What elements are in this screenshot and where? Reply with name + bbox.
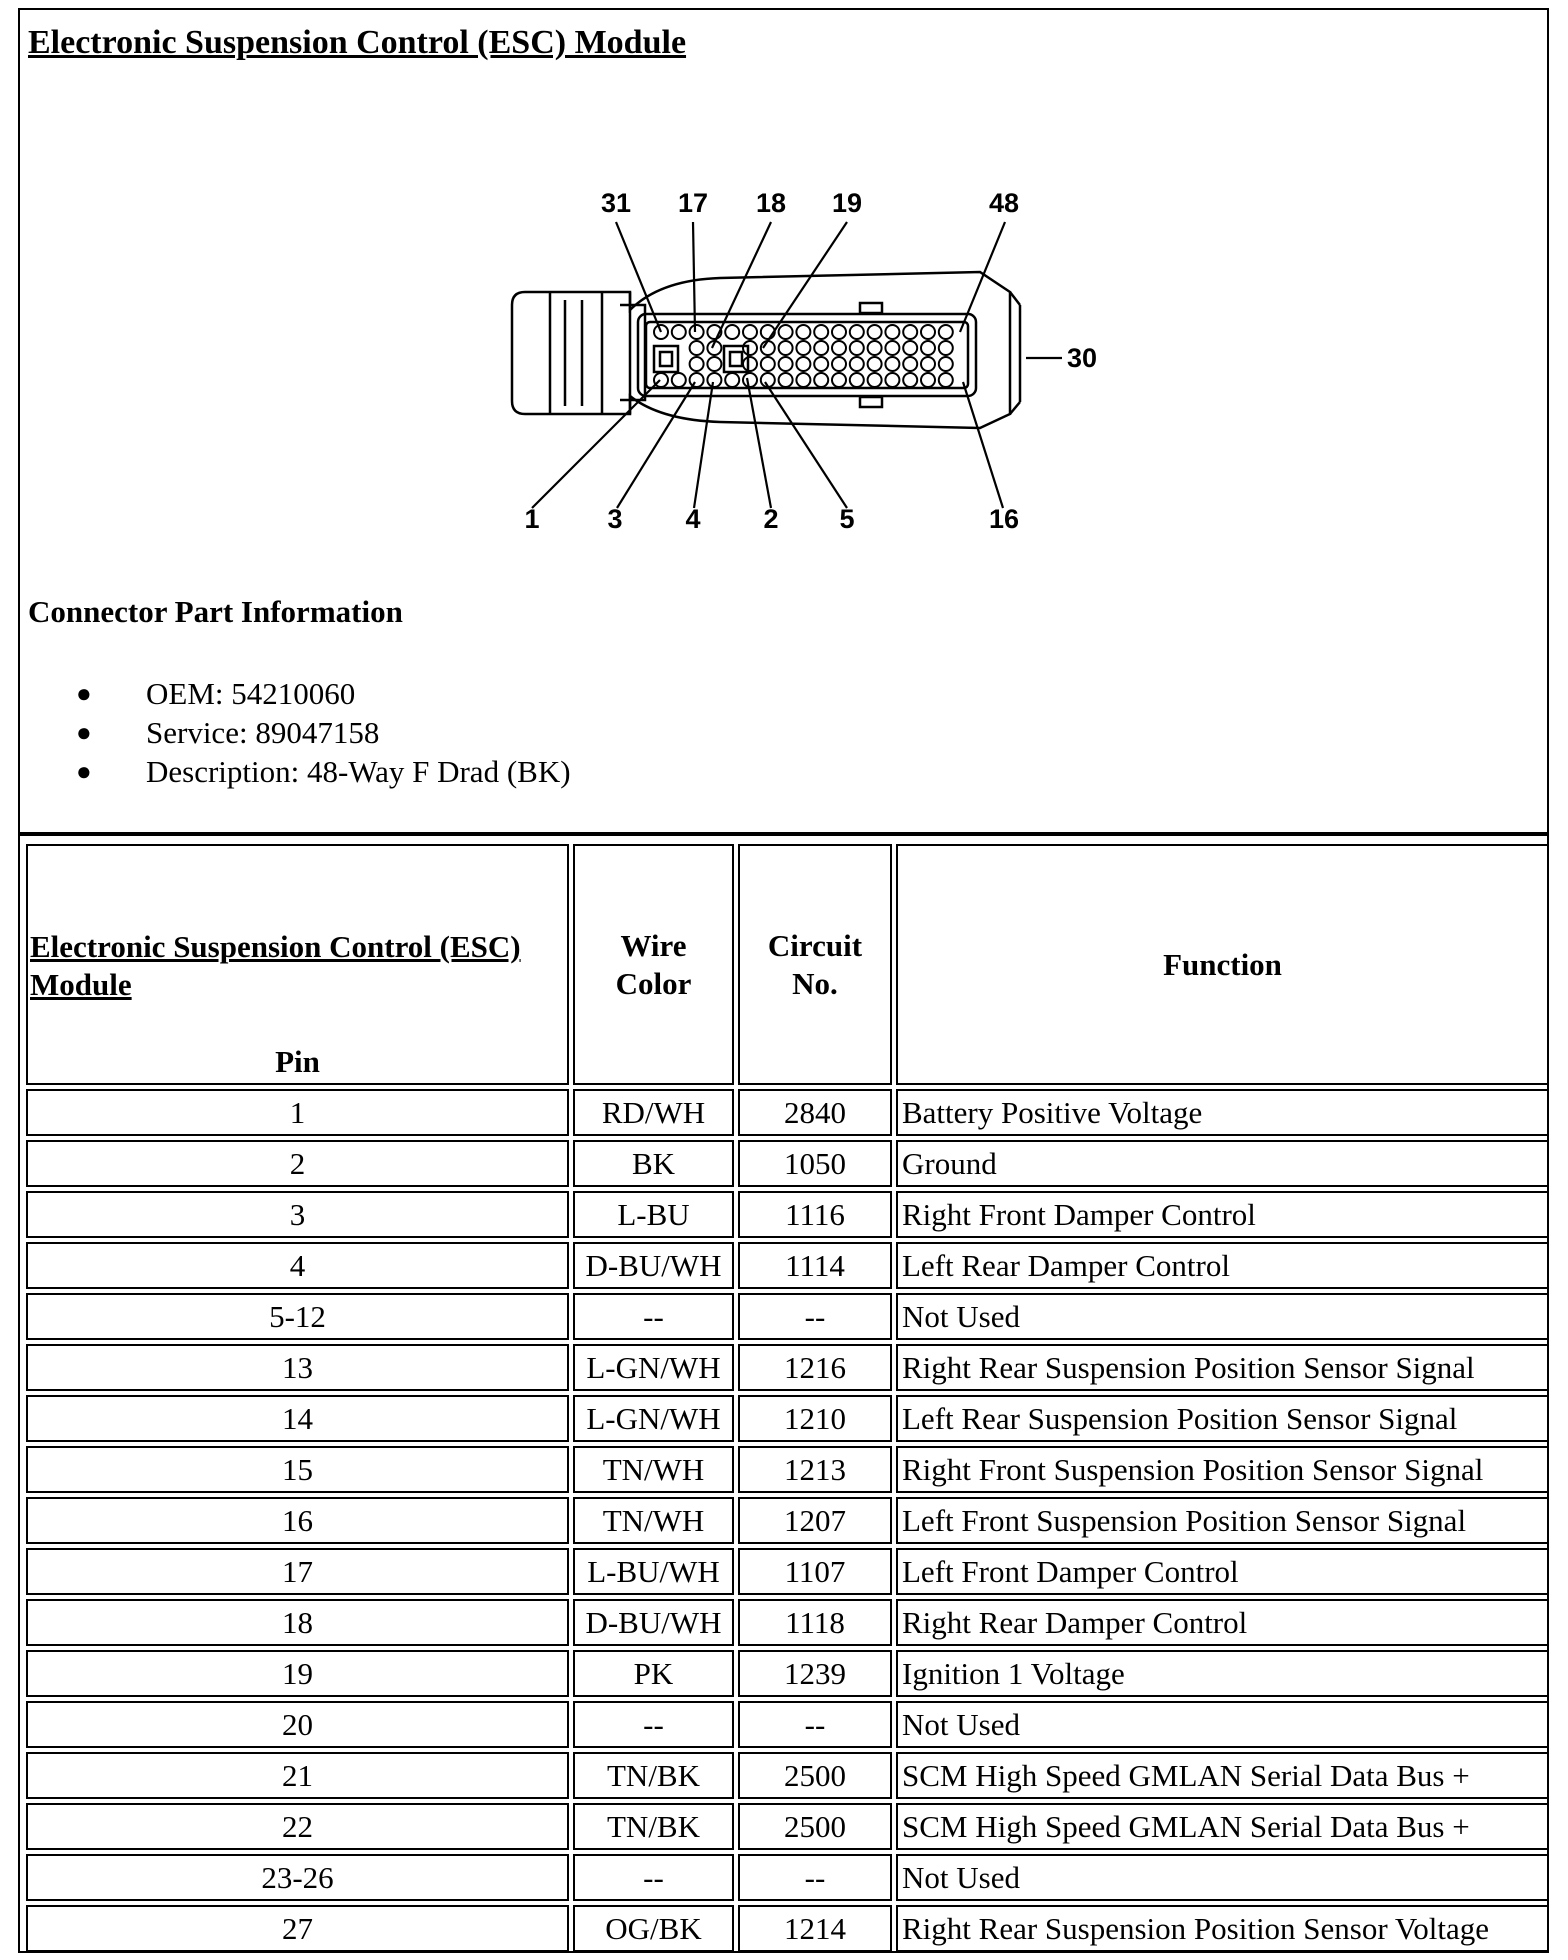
- table-row: [26, 1446, 1549, 1493]
- table-row: [26, 1650, 1549, 1697]
- pin-cell: 14: [26, 1395, 569, 1442]
- pin-cavity: [743, 373, 757, 387]
- function-cell: Right Front Suspension Position Sensor Signal: [896, 1446, 1549, 1493]
- pin-cell: 19: [26, 1650, 569, 1697]
- connector-section: [18, 8, 1549, 834]
- pin-cavity: [850, 373, 864, 387]
- page-title: Electronic Suspension Control (ESC) Module: [28, 24, 687, 61]
- wire-color-cell: --: [573, 1701, 734, 1748]
- table-row: [26, 1242, 1549, 1289]
- pin-cavity: [672, 373, 686, 387]
- function-cell: SCM High Speed GMLAN Serial Data Bus +: [896, 1803, 1549, 1850]
- bullet-icon: ●: [76, 757, 92, 786]
- pin-cavity: [832, 357, 846, 371]
- function-cell: Right Rear Suspension Position Sensor Signal: [896, 1344, 1549, 1391]
- pin-cell: 23-26: [26, 1854, 569, 1901]
- pin-cavity: [796, 325, 810, 339]
- pin-cavity: [779, 341, 793, 355]
- pin-cavity: [761, 357, 775, 371]
- pin-cavity: [939, 325, 953, 339]
- pin-cell: 18: [26, 1599, 569, 1646]
- table-row: [26, 1089, 1549, 1136]
- table-row: [26, 1752, 1549, 1799]
- header-pin-label: Pin: [275, 1044, 320, 1079]
- key-cavity-left: [654, 346, 678, 372]
- circuit-cell: 2500: [738, 1803, 892, 1850]
- pin-cavity: [690, 357, 704, 371]
- pin-cavity: [885, 325, 899, 339]
- bullet-icon: ●: [76, 718, 92, 747]
- table-row: [26, 1140, 1549, 1187]
- pin-cavity: [868, 357, 882, 371]
- function-cell: Left Front Suspension Position Sensor Signal: [896, 1497, 1549, 1544]
- pin-label-31: 31: [600, 188, 632, 218]
- pin-cavity: [903, 373, 917, 387]
- wire-color-cell: L-GN/WH: [573, 1344, 734, 1391]
- function-cell: Not Used: [896, 1854, 1549, 1901]
- pin-cavity: [885, 357, 899, 371]
- circuit-cell: 1050: [738, 1140, 892, 1187]
- function-cell: Left Rear Damper Control: [896, 1242, 1549, 1289]
- pin-cavity: [850, 357, 864, 371]
- function-cell: Ground: [896, 1140, 1549, 1187]
- wire-color-cell: PK: [573, 1650, 734, 1697]
- pin-label-17: 17: [677, 188, 709, 218]
- description-text: Description: 48-Way F Drad (BK): [146, 754, 571, 789]
- pin-cavity: [939, 341, 953, 355]
- pin-cavity: [761, 341, 775, 355]
- circuit-cell: 1210: [738, 1395, 892, 1442]
- table-row: [26, 1293, 1549, 1340]
- pin-label-3: 3: [607, 504, 623, 534]
- circuit-cell: 1116: [738, 1191, 892, 1238]
- pin-cavity: [707, 357, 721, 371]
- pin-cavity: [707, 373, 721, 387]
- pin-cavity: [725, 325, 739, 339]
- pin-cavity: [690, 325, 704, 339]
- header-pin: [26, 844, 569, 1085]
- wire-color-cell: D-BU/WH: [573, 1599, 734, 1646]
- pin-cavity: [796, 357, 810, 371]
- pin-grid: [654, 325, 953, 387]
- function-cell: SCM High Speed GMLAN Serial Data Bus +: [896, 1752, 1549, 1799]
- wire-color-cell: TN/WH: [573, 1446, 734, 1493]
- pin-cavity: [921, 341, 935, 355]
- pin-cell: 4: [26, 1242, 569, 1289]
- pin-cavity: [885, 373, 899, 387]
- pin-label-18: 18: [755, 188, 787, 218]
- circuit-cell: 1114: [738, 1242, 892, 1289]
- function-cell: Left Rear Suspension Position Sensor Signal: [896, 1395, 1549, 1442]
- function-cell: Ignition 1 Voltage: [896, 1650, 1549, 1697]
- function-cell: Not Used: [896, 1701, 1549, 1748]
- table-row: [26, 1854, 1549, 1901]
- pin-label-30: 30: [1066, 343, 1098, 373]
- circuit-cell: 1213: [738, 1446, 892, 1493]
- pin-cavity: [672, 325, 686, 339]
- pin-cavity: [814, 341, 828, 355]
- table-row: [26, 1701, 1549, 1748]
- pin-cavity: [832, 325, 846, 339]
- connector-info-oem: [76, 674, 571, 713]
- header-wire-color: Wire Color: [573, 844, 734, 1085]
- pin-cavity: [725, 373, 739, 387]
- pin-cavity: [814, 373, 828, 387]
- pin-cavity: [832, 373, 846, 387]
- wire-color-cell: TN/WH: [573, 1497, 734, 1544]
- pinout-table: [22, 840, 1553, 1956]
- pin-cavity: [796, 373, 810, 387]
- pin-cavity: [690, 373, 704, 387]
- circuit-cell: 1107: [738, 1548, 892, 1595]
- pin-cavity: [868, 373, 882, 387]
- pin-cell: 17: [26, 1548, 569, 1595]
- pin-label-5: 5: [839, 504, 855, 534]
- pin-cell: 27: [26, 1905, 569, 1952]
- table-row: [26, 1803, 1549, 1850]
- circuit-cell: 1216: [738, 1344, 892, 1391]
- wire-color-cell: OG/BK: [573, 1905, 734, 1952]
- function-cell: Not Used: [896, 1293, 1549, 1340]
- connector-diagram: [20, 10, 1547, 590]
- pin-label-19: 19: [831, 188, 863, 218]
- pin-cavity: [939, 373, 953, 387]
- function-cell: Right Rear Suspension Position Sensor Voltage: [896, 1905, 1549, 1952]
- wire-color-cell: TN/BK: [573, 1752, 734, 1799]
- circuit-cell: --: [738, 1854, 892, 1901]
- pin-cavity: [796, 341, 810, 355]
- function-cell: Right Rear Damper Control: [896, 1599, 1549, 1646]
- pin-cavity: [779, 325, 793, 339]
- pin-cavity: [903, 325, 917, 339]
- circuit-cell: --: [738, 1701, 892, 1748]
- pin-cavity: [779, 373, 793, 387]
- pin-cell: 5-12: [26, 1293, 569, 1340]
- pin-cavity: [903, 357, 917, 371]
- wire-color-cell: RD/WH: [573, 1089, 734, 1136]
- circuit-cell: 2840: [738, 1089, 892, 1136]
- wire-color-cell: D-BU/WH: [573, 1242, 734, 1289]
- pin-cavity: [921, 373, 935, 387]
- pin-label-2: 2: [763, 504, 779, 534]
- wire-color-cell: BK: [573, 1140, 734, 1187]
- pin-cavity: [743, 357, 757, 371]
- pin-cavity: [814, 357, 828, 371]
- bullet-icon: ●: [76, 679, 92, 708]
- circuit-cell: 2500: [738, 1752, 892, 1799]
- pin-cell: 16: [26, 1497, 569, 1544]
- function-cell: Left Front Damper Control: [896, 1548, 1549, 1595]
- wire-color-cell: L-BU: [573, 1191, 734, 1238]
- connector-info-heading: Connector Part Information: [28, 594, 403, 629]
- circuit-cell: --: [738, 1293, 892, 1340]
- connector-latch: [512, 292, 630, 414]
- pin-cavity: [868, 325, 882, 339]
- function-cell: Right Front Damper Control: [896, 1191, 1549, 1238]
- pin-cell: 15: [26, 1446, 569, 1493]
- table-row: [26, 1395, 1549, 1442]
- pin-cell: 13: [26, 1344, 569, 1391]
- connector-info-list: [76, 674, 571, 791]
- circuit-cell: 1214: [738, 1905, 892, 1952]
- pin-label-16: 16: [988, 504, 1020, 534]
- circuit-cell: 1118: [738, 1599, 892, 1646]
- wire-color-cell: --: [573, 1854, 734, 1901]
- pin-cavity: [779, 357, 793, 371]
- pin-cavity: [903, 341, 917, 355]
- table-row: [26, 1599, 1549, 1646]
- table-row: [26, 1191, 1549, 1238]
- pin-cavity: [921, 357, 935, 371]
- pin-cavity: [690, 341, 704, 355]
- header-circuit-no: Circuit No.: [738, 844, 892, 1085]
- header-module-title: Electronic Suspension Control (ESC) Module: [30, 929, 521, 1002]
- circuit-cell: 1207: [738, 1497, 892, 1544]
- pin-cavity: [885, 341, 899, 355]
- connector-info-description: [76, 752, 571, 791]
- table-row: [26, 1905, 1549, 1952]
- pin-cavity: [868, 341, 882, 355]
- table-row: [26, 1344, 1549, 1391]
- pin-cell: 20: [26, 1701, 569, 1748]
- pin-label-4: 4: [685, 504, 701, 534]
- wire-color-cell: TN/BK: [573, 1803, 734, 1850]
- circuit-cell: 1239: [738, 1650, 892, 1697]
- pin-cavity: [743, 341, 757, 355]
- table-row: [26, 1548, 1549, 1595]
- service-text: Service: 89047158: [146, 715, 380, 750]
- pin-cavity: [850, 325, 864, 339]
- oem-text: OEM: 54210060: [146, 676, 356, 711]
- table-row: [26, 1497, 1549, 1544]
- pin-cell: 21: [26, 1752, 569, 1799]
- pin-cavity: [850, 341, 864, 355]
- wire-color-cell: L-GN/WH: [573, 1395, 734, 1442]
- pin-cell: 3: [26, 1191, 569, 1238]
- function-cell: Battery Positive Voltage: [896, 1089, 1549, 1136]
- pin-cavity: [921, 325, 935, 339]
- pin-cavity: [939, 357, 953, 371]
- pinout-table-section: [18, 834, 1549, 1953]
- wire-color-cell: --: [573, 1293, 734, 1340]
- pin-label-48: 48: [988, 188, 1020, 218]
- connector-info-service: [76, 713, 571, 752]
- pin-cavity: [743, 325, 757, 339]
- table-header-row: [26, 844, 1549, 1085]
- pin-cell: 1: [26, 1089, 569, 1136]
- pin-cavity: [832, 341, 846, 355]
- pin-label-1: 1: [524, 504, 540, 534]
- wire-color-cell: L-BU/WH: [573, 1548, 734, 1595]
- pin-cavity: [814, 325, 828, 339]
- pin-cell: 2: [26, 1140, 569, 1187]
- header-function: Function: [896, 844, 1549, 1085]
- pin-cell: 22: [26, 1803, 569, 1850]
- table-body: [26, 1089, 1549, 1952]
